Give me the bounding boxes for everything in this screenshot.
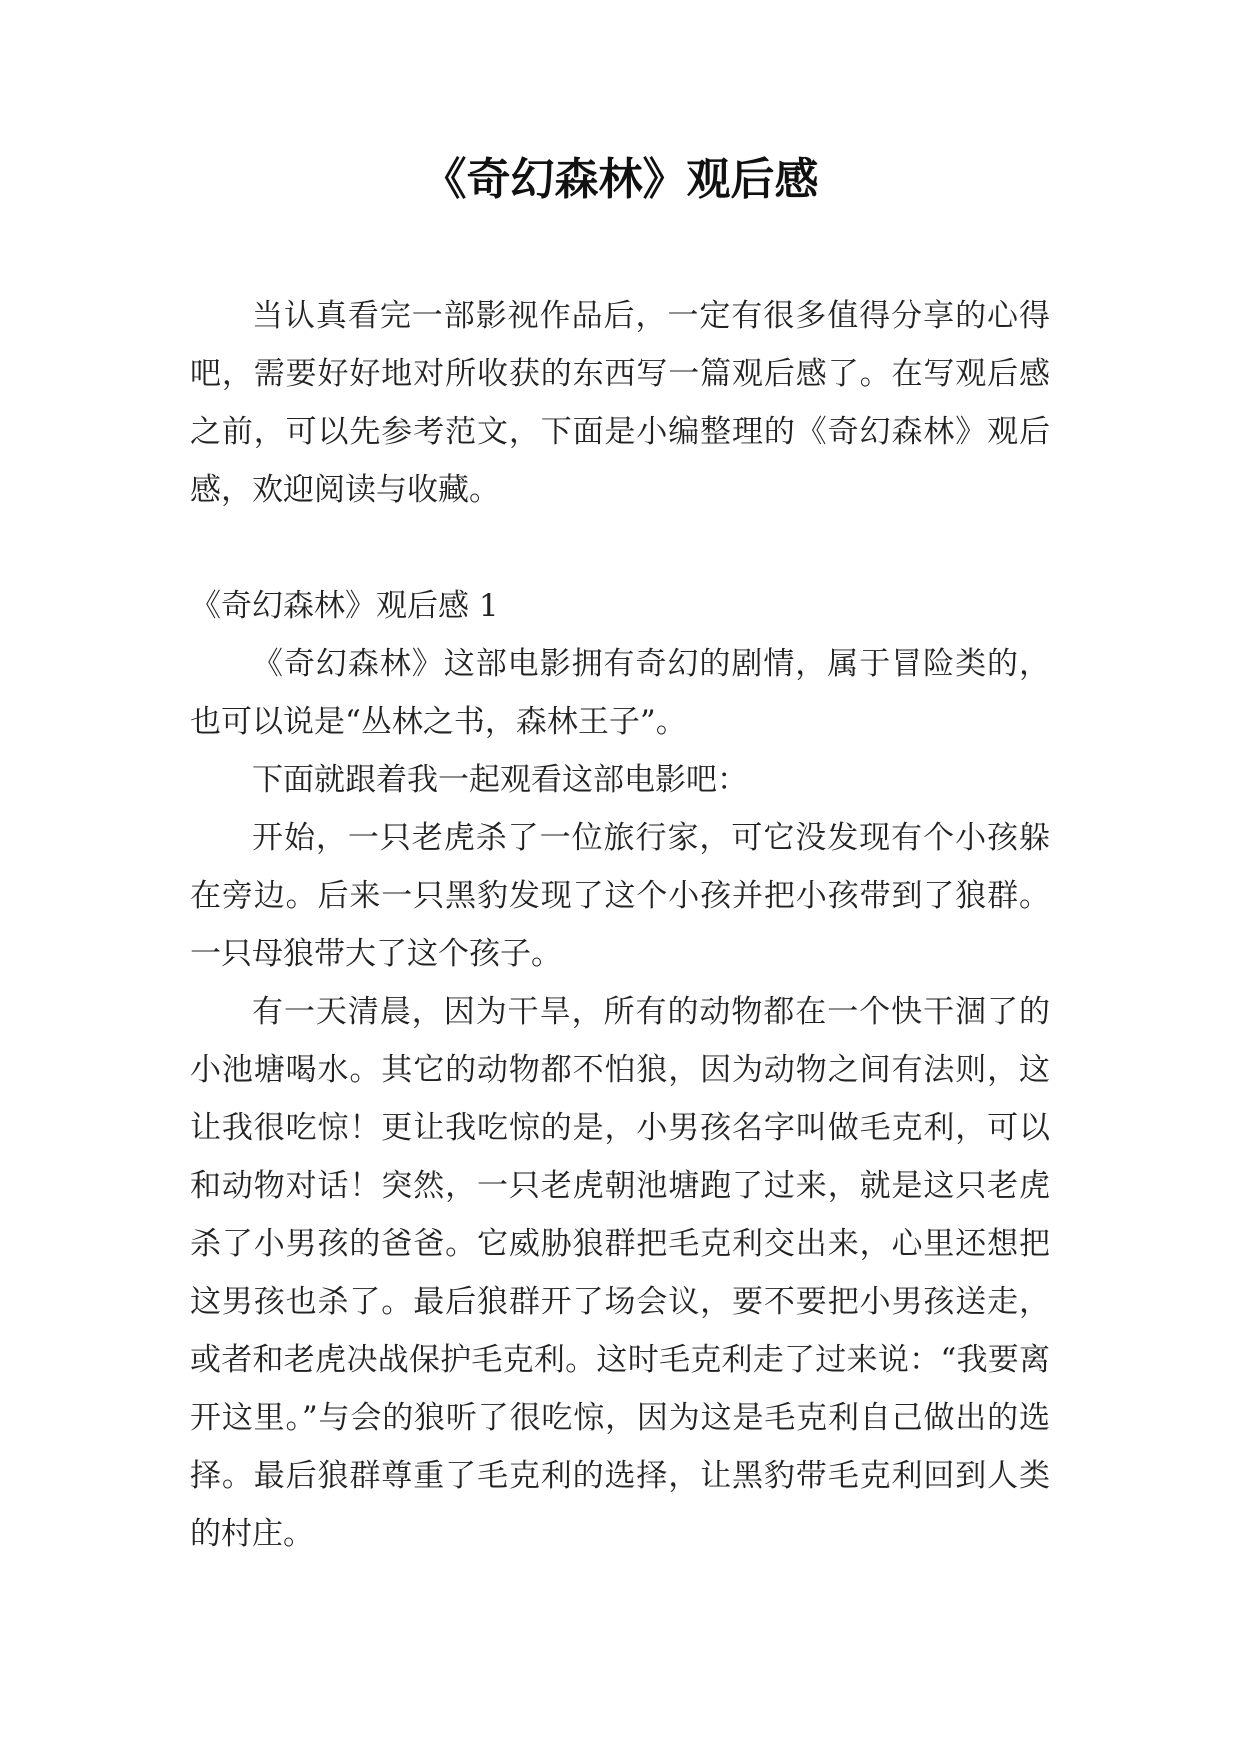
intro-paragraph: 当认真看完一部影视作品后，一定有很多值得分享的心得吧，需要好好地对所收获的东西写一篇观后感了。在写观后感之前，可以先参考范文，下面是小编整理的《奇幻森林》观后感，欢迎阅读与收藏。: [190, 298, 1050, 508]
body-paragraph-3: 开始，一只老虎杀了一位旅行家，可它没发现有个小孩躲在旁边。后来一只黑豹发现了这个小孩并把小孩带到了狼群。一只母狼带大了这个孩子。: [190, 820, 1050, 972]
body-paragraph-1: 《奇幻森林》这部电影拥有奇幻的剧情，属于冒险类的，也可以说是“丛林之书，森林王子”。: [190, 646, 1050, 740]
body-paragraph-2: 下面就跟着我一起观看这部电影吧：: [252, 762, 748, 798]
document-title: 《奇幻森林》观后感: [422, 154, 819, 205]
section-heading: 《奇幻森林》观后感 1: [190, 588, 499, 624]
body-paragraph-4: 有一天清晨，因为干旱，所有的动物都在一个快干涸了的小池塘喝水。其它的动物都不怕狼，因为动物之间有法则，这让我很吃惊！更让我吃惊的是，小男孩名字叫做毛克利，可以和动物对话！突然，一只老虎朝池塘跑了过来，就是这只老虎杀了小男孩的爸爸。它威胁狼群把毛克利交出来，心里还想把这男孩也杀了。最后狼群开了场会议，要不要把小男孩送走，或者和老虎决战保护毛克利。这时毛克利走了过来说：“我要离开这里。”与会的狼听了很吃惊，因为这是毛克利自己做出的选择。最后狼群尊重了毛克利的选择，让黑豹带毛克利回到人类的村庄。: [190, 994, 1050, 1552]
intro-block: [190, 287, 1050, 519]
section-body: [190, 635, 1050, 1563]
